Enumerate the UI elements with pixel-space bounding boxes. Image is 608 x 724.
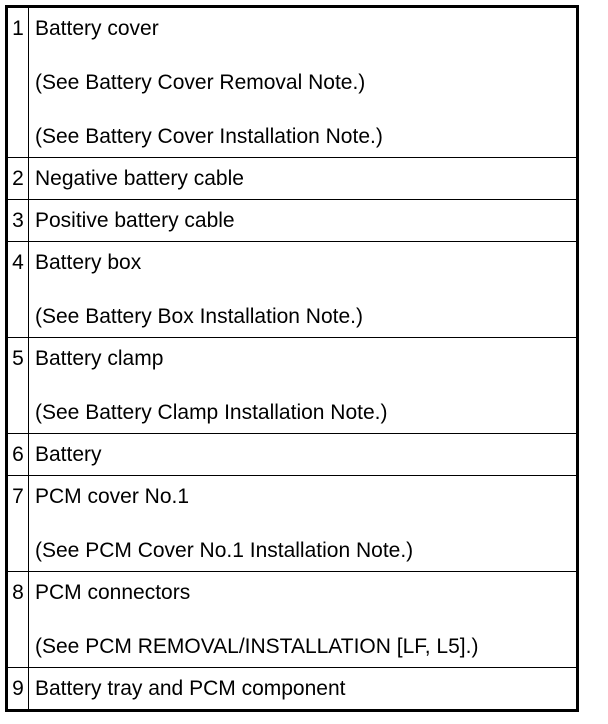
item-description [29,476,578,572]
item-number: 7 [7,476,29,572]
item-description [29,200,578,242]
item-description [29,158,578,200]
item-number: 6 [7,434,29,476]
table-row [7,7,578,158]
reference-note: (See Battery Cover Removal Note.) [35,71,366,94]
reference-note: (See Battery Box Installation Note.) [35,305,363,328]
reference-note: (See PCM Cover No.1 Installation Note.) [35,539,414,562]
reference-note: (See PCM REMOVAL/INSTALLATION [LF, L5].) [35,635,479,658]
part-name: Battery box [35,251,142,274]
item-number: 3 [7,200,29,242]
part-name: Positive battery cable [35,209,235,232]
item-number: 4 [7,242,29,338]
part-name: Battery tray and PCM component [35,677,346,700]
table-row [7,434,578,476]
item-number: 1 [7,7,29,158]
part-name: PCM cover No.1 [35,485,190,508]
part-name: Negative battery cable [35,167,244,190]
parts-table [5,5,579,712]
item-description [29,338,578,434]
item-number: 2 [7,158,29,200]
item-description [29,242,578,338]
reference-note: (See Battery Clamp Installation Note.) [35,401,388,424]
item-description [29,572,578,668]
table-row [7,338,578,434]
item-description [29,668,578,711]
table-row [7,476,578,572]
part-name: PCM connectors [35,581,191,604]
table-row [7,668,578,711]
item-number: 5 [7,338,29,434]
table-row [7,158,578,200]
part-name: Battery cover [35,17,159,40]
table-row [7,242,578,338]
part-name: Battery clamp [35,347,164,370]
item-description [29,7,578,158]
item-description [29,434,578,476]
table-row [7,572,578,668]
table-row [7,200,578,242]
item-number: 9 [7,668,29,711]
item-number: 8 [7,572,29,668]
reference-note: (See Battery Cover Installation Note.) [35,125,383,148]
part-name: Battery [35,443,102,466]
